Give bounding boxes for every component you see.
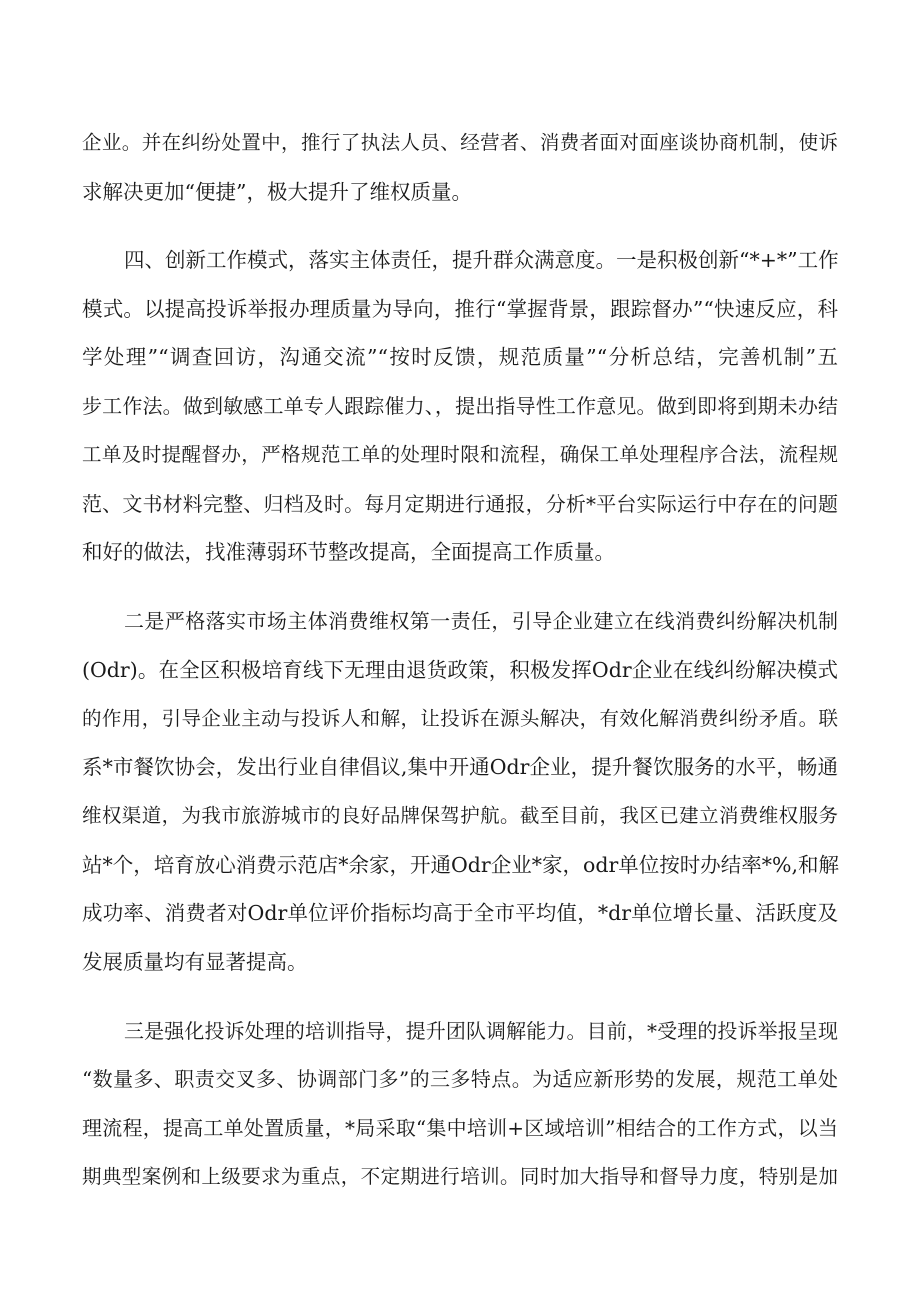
paragraph-line: 理流程，提高工单处置质量，*局采取“集中培训+区域培训”相结合的工作方式，以当: [82, 1116, 838, 1140]
paragraph-line: 企业。并在纠纷处置中，推行了执法人员、经营者、消费者面对面座谈协商机制，使诉: [82, 131, 838, 154]
paragraph-line: 四、创新工作模式，落实主体责任，提升群众满意度。一是积极创新“*+*”工作: [124, 248, 839, 272]
paragraph-line: 期典型案例和上级要求为重点，不定期进行培训。同时加大指导和督导力度，特别是加: [82, 1165, 838, 1188]
paragraph-line: 站*个，培育放心消费示范店*余家，开通Odr企业*家，odr单位按时办结率*%,和解: [82, 853, 839, 877]
paragraph-line: 发展质量均有显著提高。: [82, 950, 308, 974]
paragraph-line: (Odr)。在全区积极培育线下无理由退货政策，积极发挥Odr企业在线纠纷解决模式: [82, 658, 838, 682]
paragraph-line: 二是严格落实市场主体消费维权第一责任，引导企业建立在线消费纠纷解决机制: [124, 609, 838, 633]
paragraph-line: 的作用，引导企业主动与投诉人和解，让投诉在源头解决，有效化解消费纠纷矛盾。联: [82, 707, 838, 730]
paragraph-line: 学处理”“调查回访，沟通交流”“按时反馈，规范质量”“分析总结，完善机制”五: [82, 345, 838, 369]
paragraph-line: 步工作法。做到敏感工单专人跟踪催力、，提出指导性工作意见。做到即将到期未办结: [82, 394, 838, 418]
paragraph-line: 求解决更加“便捷”，极大提升了维权质量。: [82, 180, 472, 204]
paragraph-line: 维权渠道，为我市旅游城市的良好品牌保驾护航。截至目前，我区已建立消费维权服务: [82, 804, 838, 827]
paragraph-line: 范、文书材料完整、归档及时。每月定期进行通报，分析*平台实际运行中存在的问题: [82, 492, 838, 516]
paragraph-line: “数量多、职责交叉多、协调部门多”的三多特点。为适应新形势的发展，规范工单处: [82, 1067, 838, 1091]
paragraph-line: 模式。以提高投诉举报办理质量为导向，推行“掌握背景，跟踪督办”“快速反应，科: [82, 297, 838, 321]
paragraph-line: 成功率、消费者对Odr单位评价指标均高于全市平均值，*dr单位增长量、活跃度及: [82, 901, 838, 925]
paragraph-line: 三是强化投诉处理的培训指导，提升团队调解能力。目前，*受理的投诉举报呈现: [124, 1019, 838, 1043]
paragraph-line: 工单及时提醒督办，严格规范工单的处理时限和流程，确保工单处理程序合法，流程规: [82, 443, 838, 466]
paragraph-line: 系*市餐饮协会，发出行业自律倡议,集中开通Odr企业，提升餐饮服务的水平，畅通: [82, 755, 838, 779]
paragraph-line: 和好的做法，找准薄弱环节整改提高，全面提高工作质量。: [82, 540, 615, 564]
